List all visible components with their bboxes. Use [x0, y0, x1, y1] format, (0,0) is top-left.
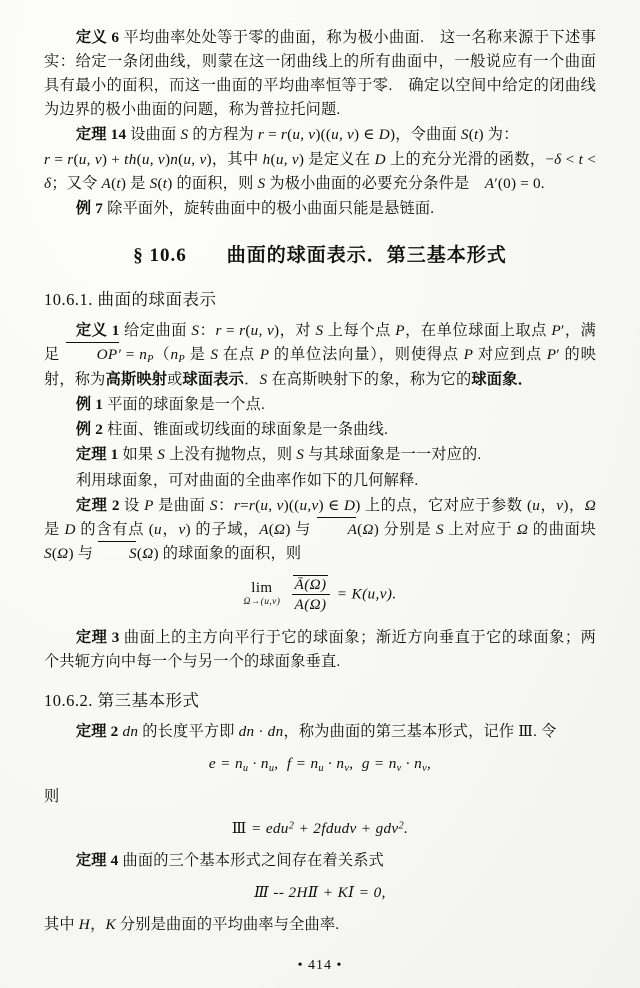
- theorem-1-label: 定理 1: [75, 446, 119, 464]
- third-form-coefficients: $e = n_u \cdot n_u$, $f = n_u \cdot n_v$, $g = n_v \cdot n_v$,: [208, 754, 432, 774]
- theorem-2-formula: [44, 576, 596, 614]
- example-7-text: 除平面外，旋转曲面中的极小曲面只能是悬链面.: [107, 200, 435, 218]
- example-2-text: 柱面、锥面或切线面的球面象是一条曲线.: [107, 421, 389, 439]
- theorem-2-text: 设 P 是曲面 S：r=r(u, v)((u,v) ∈ D) 上的点，它对应于参数 (u，v)，Ω 是 D 的含有点 (u，v) 的子域，A(Ω) 与 A(Ω) 分别是 S 上对应于 Ω 的曲面块 S(Ω) 与 S(Ω) 的球面象的面积，则: [44, 497, 596, 562]
- theorem-1-text: 如果 S 上没有抛物点，则 S 与其球面象是一一对应的.: [122, 446, 482, 464]
- theorem-14-label: 定理 14: [75, 126, 127, 144]
- definition-1-label: 定义 1: [75, 322, 120, 340]
- fraction-denominator: A(Ω): [294, 596, 327, 614]
- definition-6-label: 定义 6: [75, 29, 120, 46]
- theorem-2-label: 定理 2: [75, 496, 120, 514]
- definition-1-paragraph: [44, 319, 596, 392]
- example-7-label: 例 7: [75, 200, 104, 218]
- example-2-paragraph: [44, 418, 596, 442]
- example-1-paragraph: [44, 393, 596, 417]
- definition-2-label: 定理 2: [75, 722, 119, 740]
- definition-6-text: 平均曲率处处等于零的曲面，称为极小曲面. 这一名称来源于下述事实：给定一条闭曲线，则蒙在这一闭曲线上的所有曲面中，一般说应有一个曲面具有最小的面积，而这一曲面的平均曲率恒等于零. 确定以空间中给定的闭曲线为边界的极小曲面的问题，称为普拉托问题.: [44, 29, 596, 119]
- fraction-numerator: Ā(Ω): [292, 576, 330, 595]
- definition-6-paragraph: [44, 26, 596, 122]
- definition-2-text: dn 的长度平方即 dn · dn，称为曲面的第三基本形式，记作 Ⅲ. 令: [122, 722, 557, 740]
- theorem-3-text: 曲面上的主方向平行于它的球面象；渐近方向垂直于它的球面象；两个共轭方向中每一个与另一个的球面象垂直.: [44, 628, 596, 670]
- theorem-4-label: 定理 4: [75, 851, 119, 869]
- theorem-4-paragraph: [44, 849, 596, 873]
- theorem-1-paragraph: [44, 443, 596, 467]
- theorem-14-formula: r = r(u, v) + th(u, v)n(u, v)，其中 h(u, v) 是定义在 D 上的充分光滑的函数，−δ < t < δ；又令 A(t) 是 S(t) 的面积，则 S 为极小曲面的必要充分条件是 A′(0) = 0.: [44, 151, 597, 193]
- theorem-4-text: 曲面的三个基本形式之间存在着关系式: [122, 851, 385, 869]
- section-title: § 10.6 曲面的球面表示．第三基本形式: [133, 245, 507, 267]
- theorem-14-paragraph: [44, 123, 596, 147]
- page-number: • 414 •: [297, 958, 343, 973]
- theorem-4-formula: Ⅲ -- 2HⅡ + KⅠ = 0,: [254, 883, 386, 901]
- limit-fraction: [292, 576, 330, 614]
- page-content: [44, 26, 596, 937]
- definition-1-text: 给定曲面 S：r = r(u, v)，对 S 上每个点 P，在单位球面上取点 P′，满足 $OP' = n_P(n_P$ 是 S 在点 P 的单位法向量），则使得点 P 对应到点 P′ 的映射，称为高斯映射或球面表示．S 在高斯映射下的象，称为它的球面象．: [44, 322, 597, 389]
- limit-rhs: = K(u,v).: [336, 585, 397, 603]
- theorem-3-paragraph: [44, 626, 596, 674]
- theorem-2-paragraph: [44, 494, 596, 566]
- subsection-2-title: 10.6.2. 第三基本形式: [44, 690, 200, 710]
- then-word: 则: [44, 787, 60, 805]
- limit-subscript: Ω→(u,v): [243, 597, 281, 608]
- example-7-paragraph: [44, 197, 596, 221]
- example-1-text: 平面的球面象是一个点.: [107, 396, 265, 414]
- example-1-label: 例 1: [75, 396, 104, 414]
- definition-2-paragraph: [44, 720, 596, 744]
- limit-operator: [243, 581, 280, 607]
- example-2-label: 例 2: [75, 421, 104, 439]
- limit-label: lim: [251, 580, 273, 597]
- third-fundamental-form-formula: Ⅲ = edu$^2$ + 2fdudv + gdv$^2$.: [231, 819, 409, 837]
- theorem-14-text: 设曲面 S 的方程为 r = r(u, v)((u, v) ∈ D)，令曲面 S(t) 为：: [130, 126, 519, 144]
- closing-paragraph: 其中 H，K 分别是曲面的平均曲率与全曲率.: [44, 915, 340, 933]
- theorem-3-label: 定理 3: [75, 628, 120, 646]
- note-paragraph: 利用球面象，可对曲面的全曲率作如下的几何解释.: [75, 471, 419, 489]
- subsection-1-title: 10.6.1. 曲面的球面表示: [44, 290, 217, 310]
